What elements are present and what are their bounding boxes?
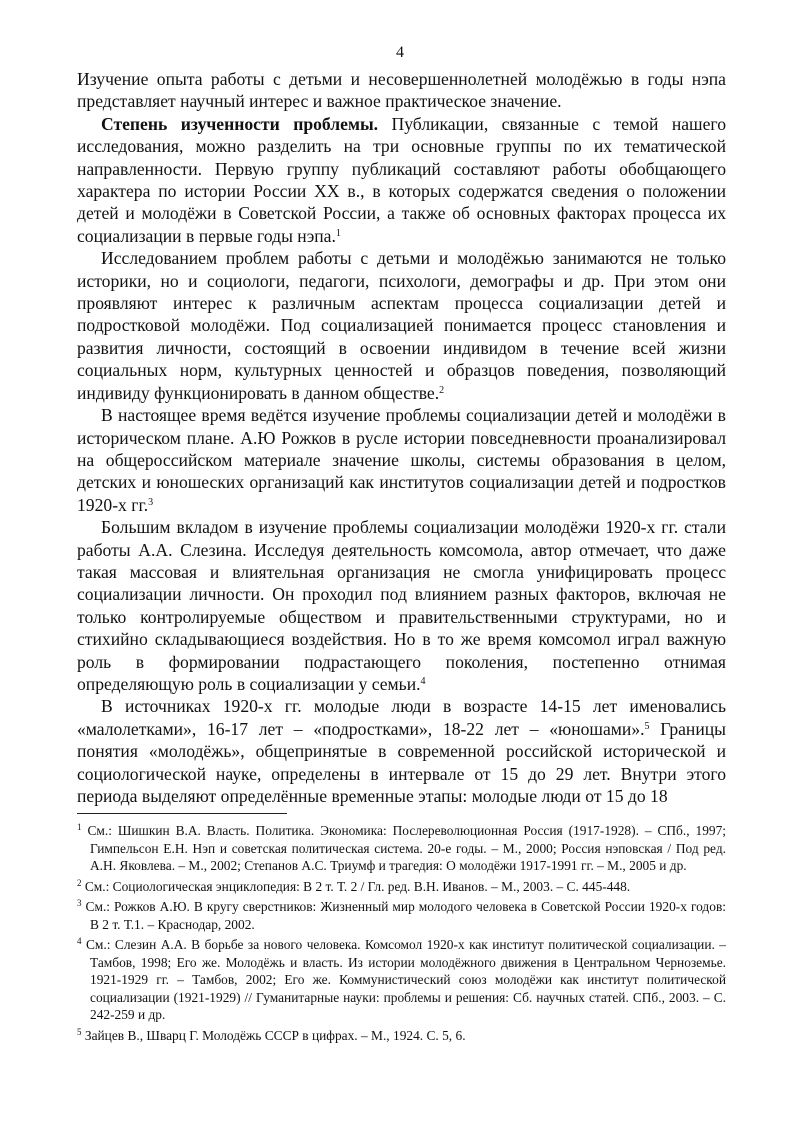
footnote-number: 4 — [77, 936, 82, 946]
footnote-number: 1 — [77, 822, 82, 832]
paragraph-text: Большим вкладом в изучение проблемы социализации молодёжи 1920-х гг. стали работы А.А. Слезина. Исследуя деятельность комсомола, автор отмечает, что даже такая массовая и влиятельная организация не смогла унифицировать процесс социализации личности. Он проходил под влиянием разных факторов, включая не только контролируемые обществом и правительственными структурами, но и стихийно складывающиеся воздействия. Но в то же время комсомол играл важную роль в формировании подрастающего поколения, постепенно отнимая определяющую роль в социализации у семьи. — [77, 517, 726, 694]
footnote-5 — [77, 1027, 726, 1045]
paragraph-text: Публикации, связанные с темой нашего исследования, можно разделить на три основные группы по их тематической направленности. Первую группу публикаций составляют работы обобщающего характера по истории России XX в., в которых содержатся сведения о положении детей и молодёжи в Советской России, а также об основных факторах процесса их социализации в первые годы нэпа. — [77, 113, 726, 246]
footnote-separator — [77, 813, 287, 814]
footnote-text: См.: Социологическая энциклопедия: В 2 т. Т. 2 / Гл. ред. В.Н. Иванов. – М., 2003. – С. 445-448. — [84, 878, 631, 894]
footnote-2 — [77, 878, 726, 896]
section-heading: Степень изученности проблемы. — [101, 113, 379, 134]
footnote-ref-4[interactable]: 4 — [420, 675, 426, 687]
footnote-ref-5[interactable]: 5 — [644, 720, 650, 732]
footnote-ref-1[interactable]: 1 — [335, 227, 341, 239]
footnote-text: См.: Шишкин В.А. Власть. Политика. Экономика: Послереволюционная Россия (1917-1928). – СПб., 1997; Гимпельсон Е.Н. Нэп и советская политическая система. 20-е годы. – М., 2000; Россия нэповская / Под ред. А.Н. Яковлева. – М., 2002; Степанов А.С. Триумф и трагедия: О молодёжи 1917-1991 гг. – М., 2005 и др. — [87, 823, 726, 873]
footnote-4 — [77, 936, 726, 1024]
footnote-1 — [77, 822, 726, 875]
paragraph-researchers — [77, 247, 726, 404]
paragraph-text-continued: Границы понятия «молодёжь», общепринятые в современной российской исторической и социологической науке, определены в интервале от 15 до 29 лет. Внутри этого периода выделяют определённые временные этапы: молодые люди от 15 до 18 — [77, 718, 726, 806]
footnote-number: 3 — [77, 898, 82, 908]
paragraph-text: В источниках 1920-х гг. молодые люди в возрасте 14-15 лет именовались «малолетками», 16-17 лет – «подростками», 18-22 лет – «юношами». — [77, 696, 726, 739]
footnote-ref-2[interactable]: 2 — [439, 384, 445, 396]
paragraph-text: Изучение опыта работы с детьми и несовершеннолетней молодёжью в годы нэпа представляет научный интерес и важное практическое значение. — [77, 69, 726, 112]
paragraph-intro — [77, 68, 726, 113]
paragraph-state-of-research — [77, 113, 726, 247]
footnote-text: См.: Слезин А.А. В борьбе за нового человека. Комсомол 1920-х как институт политической социализации. – Тамбов, 1998; Его же. Молодёжь и власть. Из истории молодёжного движения в Центральном Черноземье. 1921-1929 гг. – Тамбов, 2002; Его же. Коммунистический союз молодёжи как институт политической социализации (1921-1929) // Гуманитарные науки: проблемы и решения: Сб. научных статей. СПб., 2003. – С. 242-259 и др. — [85, 937, 726, 1022]
body-text — [77, 68, 726, 807]
paragraph-text: В настоящее время ведётся изучение проблемы социализации детей и молодёжи в историческом плане. А.Ю Рожков в русле истории повседневности проанализировал на общероссийском материале значение школы, системы образования в целом, детских и юношеских организаций как институтов социализации детей и подростков 1920-х гг. — [77, 405, 726, 515]
paragraph-age-groups — [77, 695, 726, 807]
paragraph-text: Исследованием проблем работы с детьми и молодёжью занимаются не только историки, но и социологи, педагоги, психологи, демографы и др. При этом они проявляют интерес к различным аспектам процесса социализации детей и подростковой молодёжи. Под социализацией понимается процесс становления и развития личности, состоящий в освоении индивидом в течение всей жизни социальных норм, культурных ценностей и образцов поведения, позволяющий индивиду функционировать в данном обществе. — [77, 248, 726, 403]
footnote-3 — [77, 898, 726, 933]
paragraph-slezin — [77, 516, 726, 695]
page-number: 4 — [396, 44, 404, 61]
footnote-number: 5 — [77, 1026, 82, 1037]
footnote-text: См.: Рожков А.Ю. В кругу сверстников: Жизненный мир молодого человека в Советской России 1920-х годов: В 2 т. Т.1. – Краснодар, 2002. — [85, 899, 726, 932]
footnote-number: 2 — [77, 877, 82, 888]
footnotes — [77, 822, 726, 1047]
footnote-ref-3[interactable]: 3 — [148, 496, 154, 508]
footnote-text: Зайцев В., Шварц Г. Молодёжь СССР в цифрах. – М., 1924. С. 5, 6. — [84, 1027, 466, 1043]
paragraph-historical-study — [77, 404, 726, 516]
